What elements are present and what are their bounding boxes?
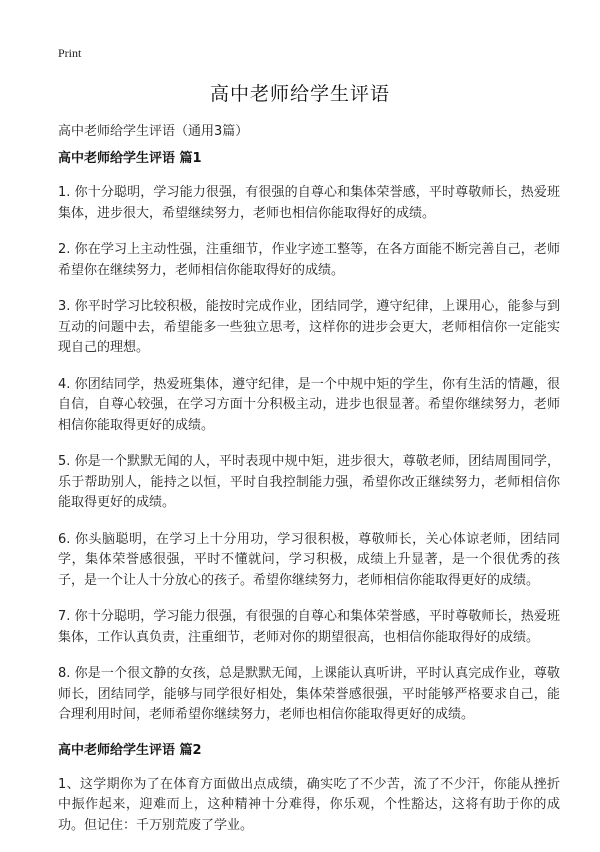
section-heading-2: 高中老师给学生评语 篇2 xyxy=(58,742,202,758)
comment-paragraph: 6. 你头脑聪明，在学习上十分用功，学习很积极，尊敬师长，关心体谅老师，团结同学，集体荣誉感很强，平时不懂就问，学习积极，成绩上升显著，是一个很优秀的孩子，是一个让人十分放心的孩子。希望你继续努力，老师相信你能取得更好的成绩。 xyxy=(58,531,560,588)
comment-paragraph: 3. 你平时学习比较积极，能按时完成作业，团结同学，遵守纪律，上课用心，能参与到互动的问题中去，希望能多一些独立思考，这样你的进步会更大，老师相信你一定能实现自己的理想。 xyxy=(58,299,560,355)
comment-paragraph: 1、这学期你为了在体育方面做出点成绩，确实吃了不少苦，流了不少汗，你能从挫折中振作起来，迎难而上，这种精神十分难得，你乐观，个性豁达，这将有助于你的成功。但记住：千万别荒废了学业。 xyxy=(58,776,560,833)
comment-paragraph: 7. 你十分聪明，学习能力很强，有很强的自尊心和集体荣誉感，平时尊敬师长，热爱班集体，工作认真负责，注重细节，老师对你的期望很高，也相信你能取得好的成绩。 xyxy=(58,609,560,645)
page-title: 高中老师给学生评语 xyxy=(209,83,390,105)
document-content xyxy=(58,150,560,852)
comment-paragraph: 4. 你团结同学，热爱班集体，遵守纪律，是一个中规中矩的学生，你有生活的情趣，很自信，自尊心较强，在学习方面十分积极主动，进步也很显著。希望你继续努力，老师相信你能取得更好的成绩。 xyxy=(58,376,560,433)
section-heading-1: 高中老师给学生评语 篇1 xyxy=(58,151,202,166)
comment-paragraph: 1. 你十分聪明，学习能力很强，有很强的自尊心和集体荣誉感，平时尊敬师长，热爱班集体，进步很大，希望继续努力，老师也相信你能取得好的成绩。 xyxy=(58,185,560,221)
comment-paragraph: 8. 你是一个很文静的女孩，总是默默无闻，上课能认真听讲，平时认真完成作业，尊敬师长，团结同学，能够与同学很好相处，集体荣誉感很强，平时能够严格要求自己，能合理利用时间，老师希望你继续努力，老师也相信你能取得更好的成绩。 xyxy=(58,666,560,722)
document-subtitle: 高中老师给学生评语（通用3篇） xyxy=(58,124,249,139)
comment-paragraph: 2. 你在学习上主动性强，注重细节，作业字迹工整等，在各方面能不断完善自己，老师希望你在继续努力，老师相信你能取得好的成绩。 xyxy=(58,242,560,278)
comment-paragraph: 5. 你是一个默默无闻的人，平时表现中规中矩，进步很大，尊敬老师，团结周围同学，乐于帮助别人，能持之以恒，平时自我控制能力强，希望你改正继续努力，老师相信你能取得更好的成绩。 xyxy=(58,454,560,510)
print-link[interactable]: Print xyxy=(58,46,82,60)
